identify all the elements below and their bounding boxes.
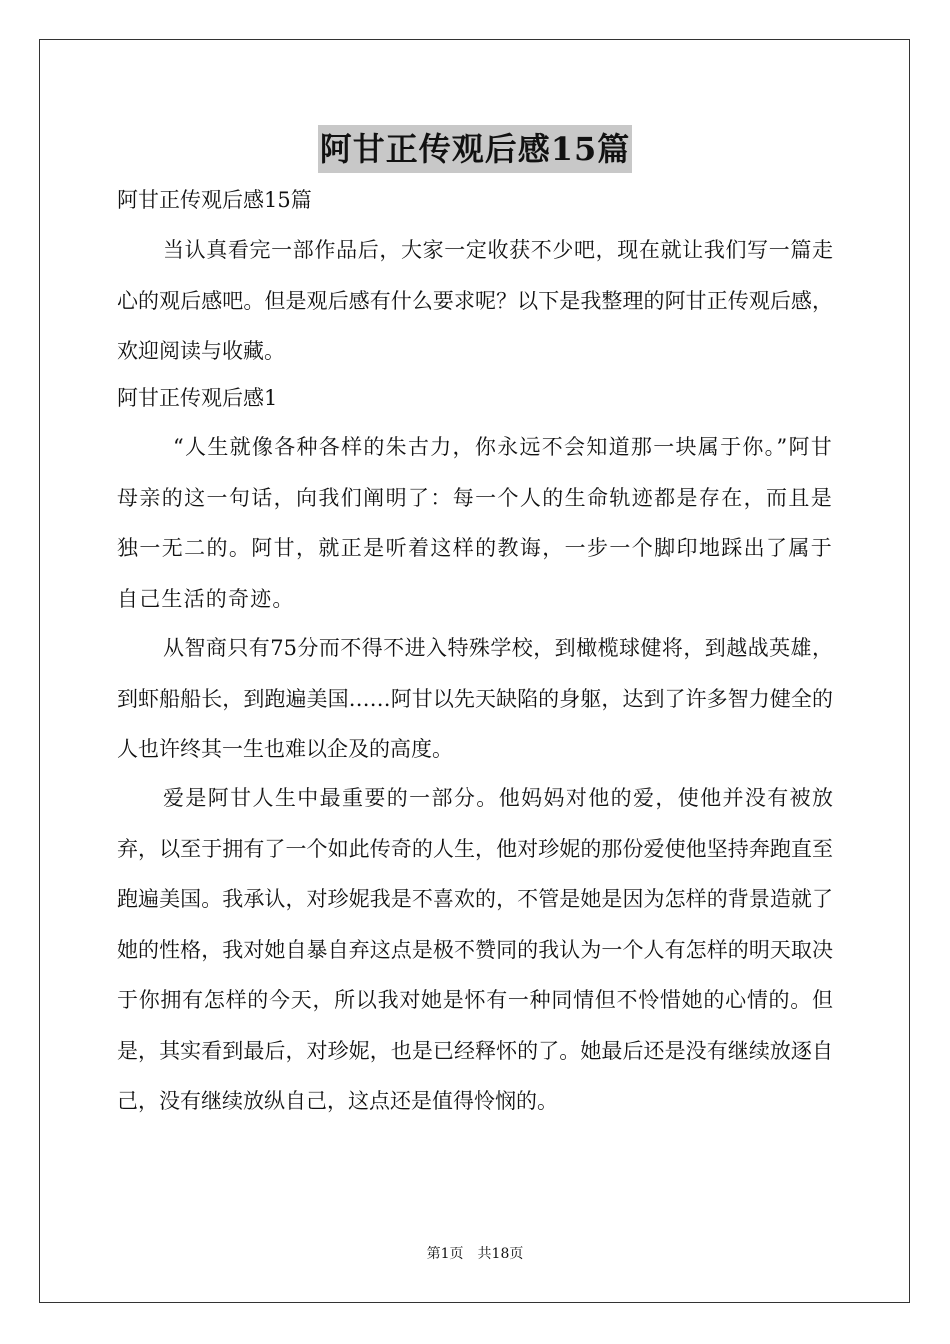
page-total: 共18页 (477, 1246, 524, 1262)
document-title: 阿甘正传观后感15篇 (318, 125, 633, 173)
section-heading: 阿甘正传观后感1 (117, 386, 278, 410)
page-number: 第1页 (426, 1246, 464, 1262)
body-paragraph-2: 从智商只有75分而不得不进入特殊学校，到橄榄球健将，到越战英雄，到虾船船长，到跑遍美国……阿甘以先天缺陷的身躯，达到了许多智力健全的人也许终其一生也难以企及的高度。 (117, 636, 833, 761)
body-paragraph-1: “人生就像各种各样的朱古力，你永远不会知道那一块属于你。”阿甘母亲的这一句话，向我们阐明了：每一个人的生命轨迹都是存在，而且是独一无二的。阿甘，就正是听着这样的教诲，一步一个脚印地踩出了属于自己生活的奇迹。 (117, 435, 833, 611)
page-footer (0, 1245, 950, 1263)
title-container (0, 125, 950, 173)
document-subtitle: 阿甘正传观后感15篇 (117, 188, 312, 212)
body-paragraph-3: 爱是阿甘人生中最重要的一部分。他妈妈对他的爱，使他并没有被放弃，以至于拥有了一个如此传奇的人生，他对珍妮的那份爱使他坚持奔跑直至跑遍美国。我承认，对珍妮我是不喜欢的，不管是她是因为怎样的背景造就了她的性格，我对她自暴自弃这点是极不赞同的我认为一个人有怎样的明天取决于你拥有怎样的今天，所以我对她是怀有一种同情但不怜惜她的心情的。但是，其实看到最后，对珍妮，也是已经释怀的了。她最后还是没有继续放逐自己，没有继续放纵自己，这点还是值得怜悯的。 (117, 786, 833, 1113)
intro-paragraph: 当认真看完一部作品后，大家一定收获不少吧，现在就让我们写一篇走心的观后感吧。但是观后感有什么要求呢？以下是我整理的阿甘正传观后感，欢迎阅读与收藏。 (117, 238, 833, 363)
